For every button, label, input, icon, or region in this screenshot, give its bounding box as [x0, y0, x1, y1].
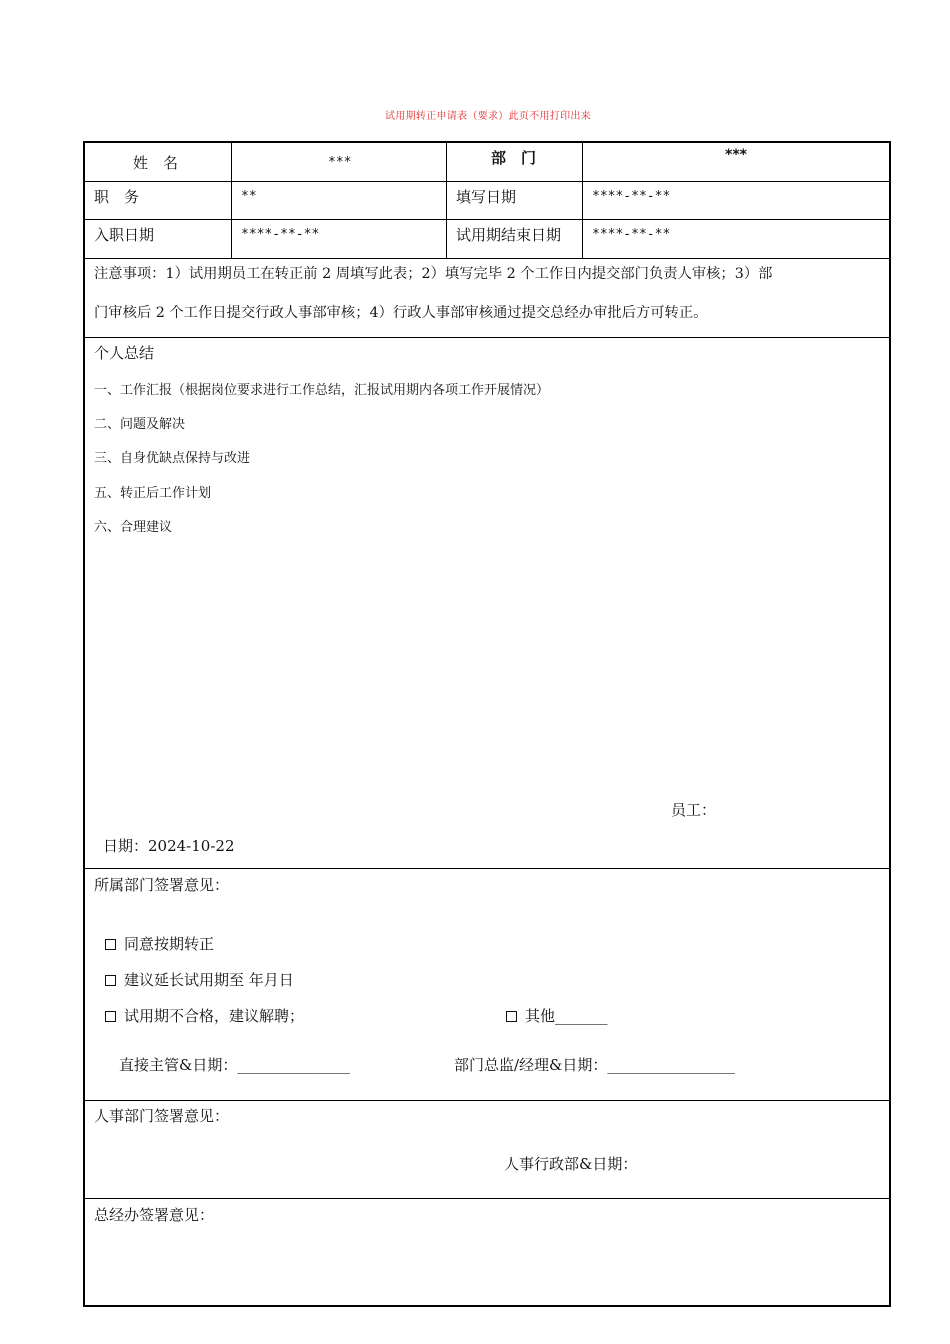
checkbox-icon[interactable] — [506, 1011, 517, 1022]
gm-opinion-heading: 总经办签署意见： — [94, 1206, 215, 1224]
hr-signature[interactable]: 人事行政部&日期： — [504, 1155, 638, 1173]
position-label: 职 务 — [94, 188, 140, 206]
dept-label: 部 门 — [491, 149, 537, 167]
checkbox-icon[interactable] — [105, 939, 116, 950]
dept-value[interactable]: *** — [725, 147, 747, 163]
option-label: 建议延长试用期至 年月日 — [124, 971, 294, 989]
form-title: 试用期转正申请表（要求）此页不用打印出来 — [385, 111, 591, 122]
row-divider — [85, 868, 889, 869]
column-divider — [231, 143, 232, 258]
summary-item: 一、工作汇报（根据岗位要求进行工作总结，汇报试用期内各项工作开展情况） — [94, 383, 550, 398]
hr-opinion-heading: 人事部门签署意见： — [94, 1107, 230, 1125]
checkbox-icon[interactable] — [105, 1011, 116, 1022]
summary-heading: 个人总结 — [94, 344, 155, 362]
dept-opinion-heading: 所属部门签署意见： — [94, 876, 230, 894]
notice-line-1: 注意事项：1）试用期员工在转正前 2 周填写此表；2）填写完毕 2 个工作日内提交部门负责人审核；3）部 — [94, 266, 773, 282]
probation-end-label: 试用期结束日期 — [456, 226, 562, 244]
fill-date-label: 填写日期 — [456, 188, 517, 206]
row-divider — [85, 337, 889, 338]
position-value[interactable]: ** — [241, 189, 257, 204]
option-label: 其他_______ — [525, 1007, 608, 1025]
column-divider — [446, 143, 447, 258]
row-divider — [85, 219, 889, 220]
row-divider — [85, 1198, 889, 1199]
option-other[interactable] — [506, 1005, 608, 1026]
summary-item: 三、自身优缺点保持与改进 — [94, 451, 251, 466]
option-dismiss[interactable] — [105, 1005, 304, 1026]
summary-date: 日期：2024-10-22 — [103, 837, 235, 855]
name-value[interactable]: *** — [328, 155, 352, 170]
option-extend[interactable] — [105, 969, 294, 990]
row-divider — [85, 181, 889, 182]
notice-line-2: 门审核后 2 个工作日提交行政人事部审核；4）行政人事部审核通过提交总经办审批后方可转正。 — [94, 305, 708, 321]
row-divider — [85, 258, 889, 259]
employee-signature-label: 员工： — [671, 801, 717, 819]
hire-date-label: 入职日期 — [94, 226, 155, 244]
summary-item: 二、问题及解决 — [94, 417, 186, 432]
fill-date-value[interactable]: ****-**-** — [592, 189, 671, 204]
probation-end-value[interactable]: ****-**-** — [592, 227, 671, 242]
summary-item: 六、合理建议 — [94, 520, 173, 535]
name-label: 姓 名 — [133, 154, 179, 172]
director-signature[interactable]: 部门总监/经理&日期：_________________ — [454, 1056, 735, 1074]
probation-form — [83, 141, 891, 1307]
checkbox-icon[interactable] — [105, 975, 116, 986]
column-divider — [582, 143, 583, 258]
option-label: 试用期不合格，建议解聘； — [124, 1007, 305, 1025]
option-label: 同意按期转正 — [124, 935, 215, 953]
option-agree[interactable] — [105, 933, 214, 954]
hire-date-value[interactable]: ****-**-** — [241, 227, 320, 242]
supervisor-signature[interactable]: 直接主管&日期：_______________ — [119, 1056, 350, 1074]
row-divider — [85, 1100, 889, 1101]
summary-item: 五、转正后工作计划 — [94, 486, 212, 501]
